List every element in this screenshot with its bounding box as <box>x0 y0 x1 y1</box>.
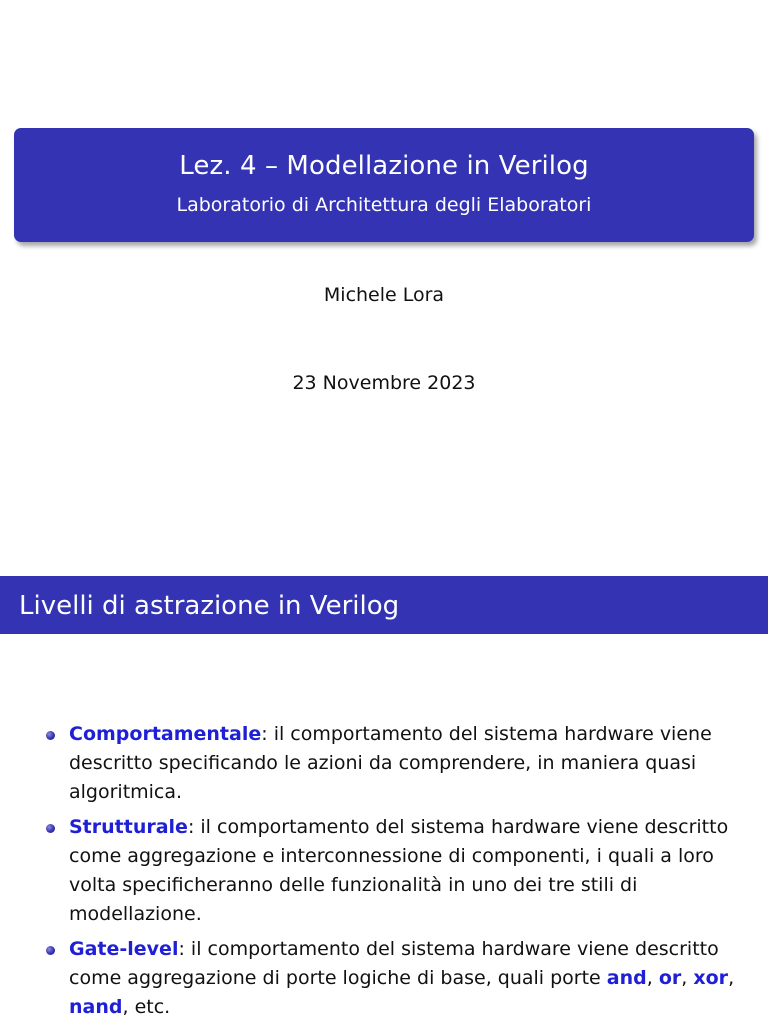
bullet-item-strutturale <box>46 813 746 929</box>
presentation-subtitle: Laboratorio di Architettura degli Elaboratori <box>176 194 592 216</box>
keyword-and: and <box>606 967 647 989</box>
keyword-separator: , etc. <box>122 996 171 1018</box>
keyword-separator: , <box>646 967 659 989</box>
content-slide <box>0 576 768 1024</box>
bullet-term: Strutturale <box>69 816 188 838</box>
bullet-point-icon <box>46 946 55 955</box>
frame-title: Livelli di astrazione in Verilog <box>19 591 400 621</box>
bullet-term: Gate-level <box>69 938 179 960</box>
bullet-term: Comportamentale <box>69 723 262 745</box>
bullet-item-comportamentale <box>46 720 746 807</box>
presentation-title: Lez. 4 – Modellazione in Verilog <box>179 151 589 181</box>
bullet-list <box>46 720 746 1024</box>
bullet-point-icon <box>46 731 55 740</box>
keyword-separator: , <box>728 967 735 989</box>
keyword-nand: nand <box>69 996 123 1018</box>
frame-title-bar <box>0 576 768 634</box>
keyword-or: or <box>658 967 682 989</box>
bullet-point-icon <box>46 824 55 833</box>
bullet-text: : il comportamento del sistema hardware viene descritto come aggregazione di porte logiche di base, quali porte <box>69 938 719 989</box>
bullet-item-gate-level <box>46 935 746 1022</box>
author-name: Michele Lora <box>323 284 445 306</box>
bullet-text: : il comportamento del sistema hardware viene descritto specificando le azioni da comprendere, in maniera quasi algoritmica. <box>69 723 712 803</box>
keyword-xor: xor <box>693 967 729 989</box>
title-box <box>14 128 754 242</box>
keyword-separator: , <box>681 967 694 989</box>
bullet-text: : il comportamento del sistema hardware viene descritto come aggregazione e interconnessione di componenti, i quali a loro volta specificheranno delle funzionalità in uno dei tre stili di modellazione. <box>69 816 729 925</box>
presentation-date: 23 Novembre 2023 <box>292 372 476 394</box>
